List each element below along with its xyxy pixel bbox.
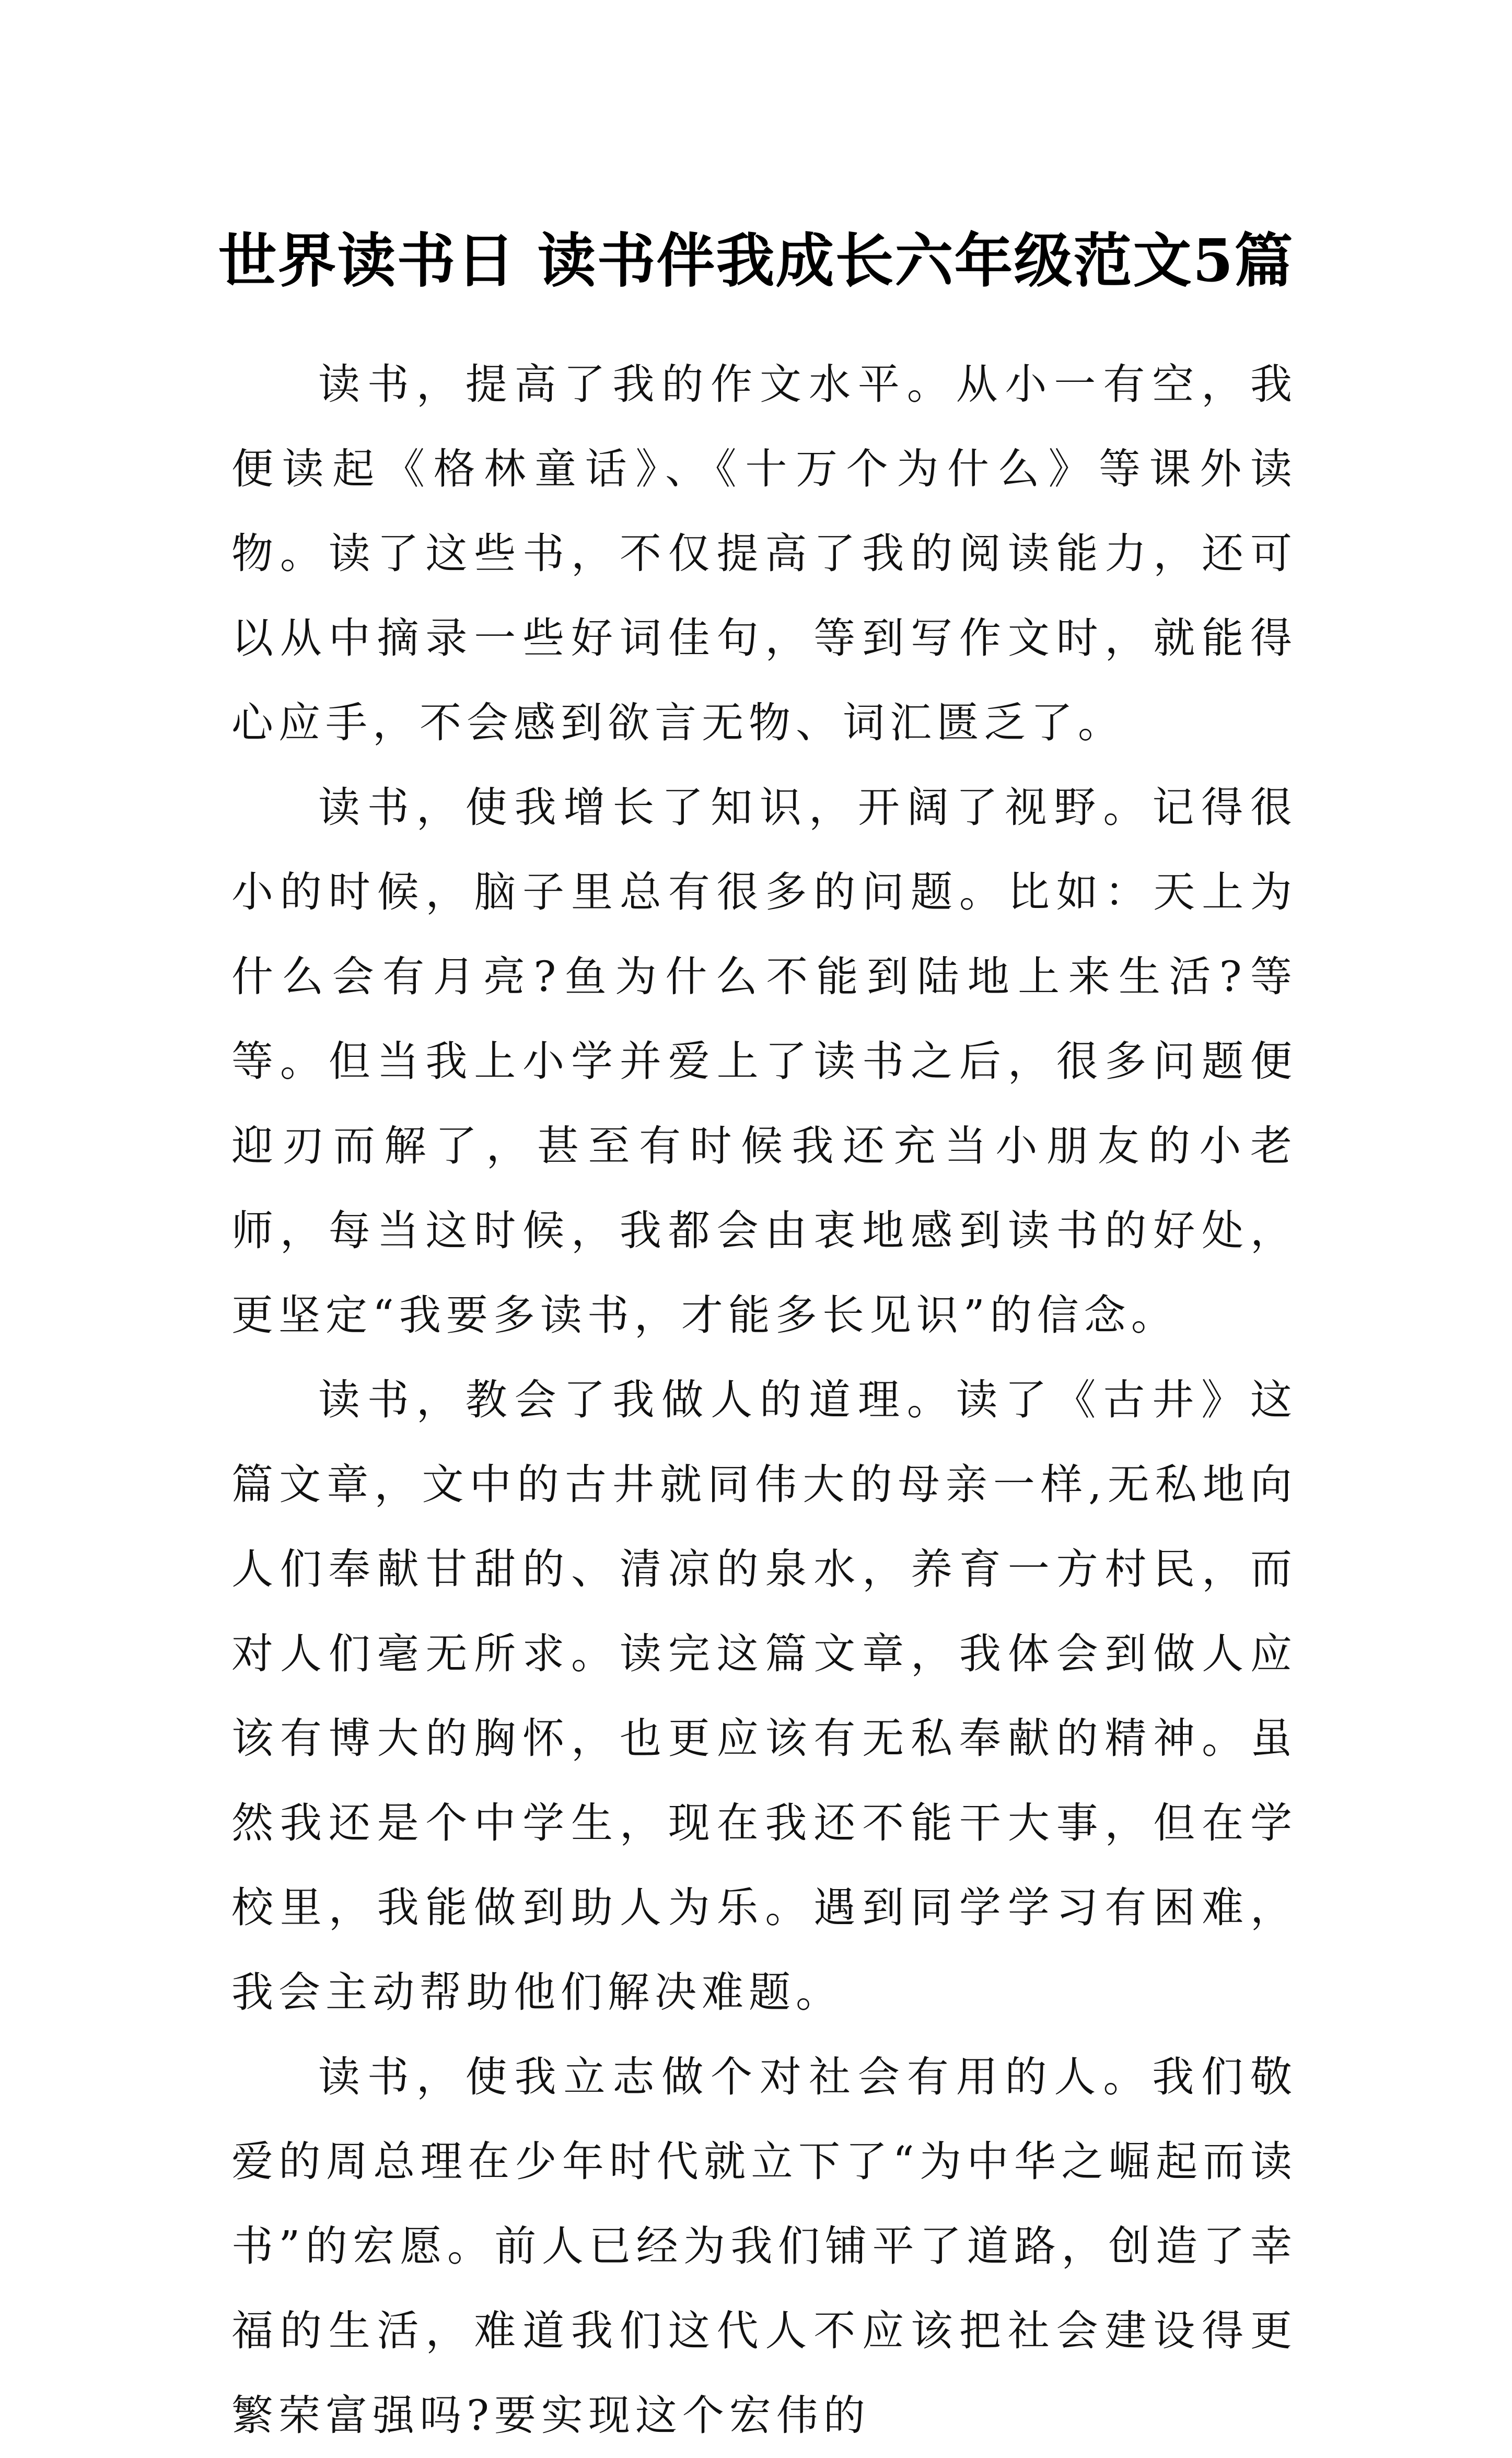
paragraph-3: 读书，教会了我做人的道理。读了《古井》这篇文章，文中的古井就同伟大的母亲一样,无私地向人们奉献甘甜的、清凉的泉水，养育一方村民，而对人们毫无所求。读完这篇文章，我体会到做人应该有博大的胸怀，也更应该有无私奉献的精神。虽然我还是个中学生，现在我还不能干大事，但在学校里，我能做到助人为乐。遇到同学学习有困难，我会主动帮助他们解决难题。 xyxy=(231,1376,1297,2017)
paragraph-2: 读书，使我增长了知识，开阔了视野。记得很小的时候，脑子里总有很多的问题。比如：天上为什么会有月亮?鱼为什么不能到陆地上来生活?等等。但当我上小学并爱上了读书之后，很多问题便迎刃而解了，甚至有时候我还充当小朋友的小老师，每当这时候，我都会由衷地感到读书的好处，更坚定“我要多读书，才能多长见识”的信念。 xyxy=(231,783,1297,1339)
page-title: 世界读书日 读书伴我成长六年级范文5篇 xyxy=(218,227,1294,296)
document-body xyxy=(231,342,1297,2458)
paragraph-1: 读书，提高了我的作文水平。从小一有空，我便读起《格林童话》、《十万个为什么》等课外读物。读了这些书，不仅提高了我的阅读能力，还可以从中摘录一些好词佳句，等到写作文时，就能得心应手，不会感到欲言无物、词汇匮乏了。 xyxy=(231,360,1297,747)
paragraph-4: 读书，使我立志做个对社会有用的人。我们敬爱的周总理在少年时代就立下了“为中华之崛起而读书”的宏愿。前人已经为我们铺平了道路，创造了幸福的生活，难道我们这代人不应该把社会建设得更繁荣富强吗?要实现这个宏伟的 xyxy=(231,2053,1297,2440)
